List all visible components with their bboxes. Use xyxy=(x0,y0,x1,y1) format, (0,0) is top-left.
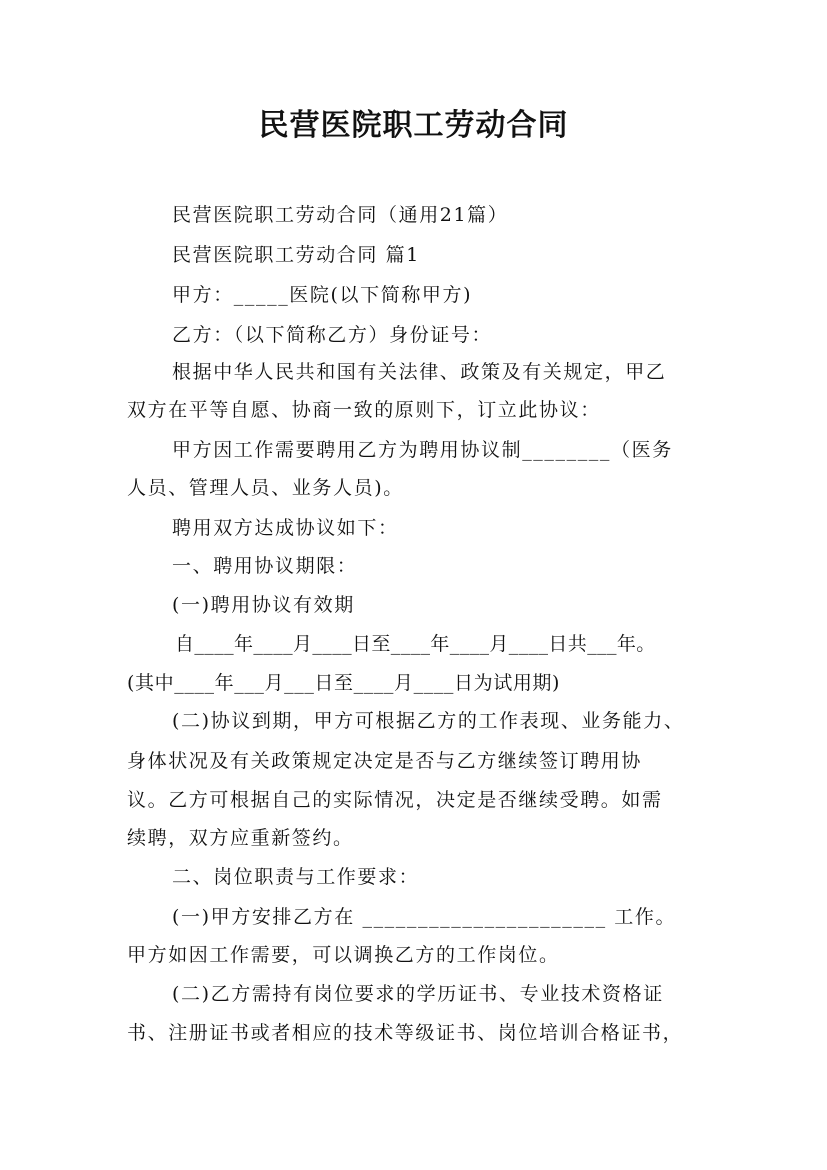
text-line: 根据中华人民共和国有关法律、政策及有关规定，甲乙 xyxy=(172,361,667,383)
text-line: 民营医院职工劳动合同（通用21篇） xyxy=(172,204,509,226)
text-line: 自____年____月____日至____年____月____日共___年。 xyxy=(175,633,656,655)
text-line: 甲方因工作需要聘用乙方为聘用协议制________（医务 xyxy=(172,439,673,461)
text-line: 双方在平等自愿、协商一致的原则下，订立此协议： xyxy=(127,399,601,421)
text-line: 甲方如因工作需要，可以调换乙方的工作岗位。 xyxy=(127,944,560,966)
text-line: 续聘，双方应重新签约。 xyxy=(127,827,354,849)
document-title: 民营医院职工劳动合同 xyxy=(258,108,569,143)
text-line: (一)聘用协议有效期 xyxy=(172,594,355,616)
text-line: 议。乙方可根据自己的实际情况，决定是否继续受聘。如需 xyxy=(127,789,663,811)
text-line: (二)乙方需持有岗位要求的学历证书、专业技术资格证 xyxy=(172,983,664,1005)
text-line: (二)协议到期，甲方可根据乙方的工作表现、业务能力、 xyxy=(172,710,685,732)
text-line: 身体状况及有关政策规定决定是否与乙方继续签订聘用协 xyxy=(127,750,643,772)
text-line: 一、聘用协议期限： xyxy=(172,555,358,577)
text-line: 书、注册证书或者相应的技术等级证书、岗位培训合格证书， xyxy=(127,1022,684,1044)
text-line: 人员、管理人员、业务人员)。 xyxy=(127,477,404,499)
text-line: 乙方：（以下简称乙方）身份证号： xyxy=(172,324,493,346)
text-line: (一)甲方安排乙方在 ______________________ 工作。 xyxy=(172,906,677,928)
text-line: 二、岗位职责与工作要求： xyxy=(172,866,420,888)
text-line: 聘用双方达成协议如下： xyxy=(172,517,399,539)
text-line: (其中____年___月___日至____月____日为试用期) xyxy=(127,672,561,694)
text-line: 甲方：_____医院(以下简称甲方) xyxy=(172,284,473,306)
text-line: 民营医院职工劳动合同 篇1 xyxy=(172,244,420,266)
